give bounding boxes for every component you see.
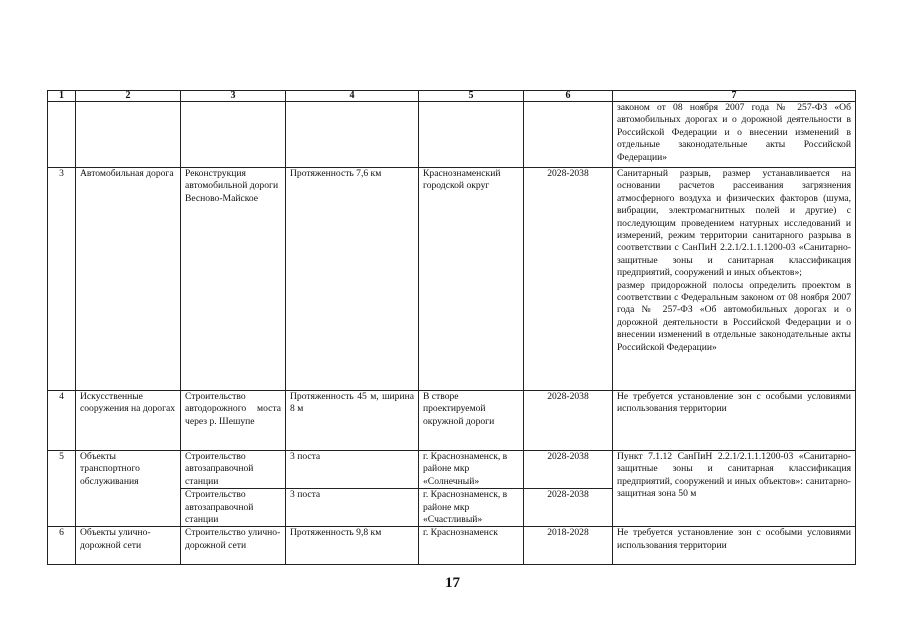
cell-purpose: Строительство автозаправочной станции <box>181 451 286 489</box>
cell-term: 2028-2038 <box>524 451 613 489</box>
zones-paragraph: Санитарный разрыв, размер устанавливается на основании расчетов рассеивания загрязнения атмосферного воздуха и физических факторов (шума, вибрации, электромагнитных полей и другие) с последующим проведением натурных исследований и измерений, режим территории санитарного разрыва в соответствии с СанПиН 2.2.1/2.1.1.1200-03 «Санитарно-защитные зоны и санитарная классификация предприятий, сооружений и иных объектов»; <box>617 168 851 279</box>
cell-term: 2028-2038 <box>524 489 613 527</box>
cell-term: 2028-2038 <box>524 168 613 391</box>
cell-location <box>419 102 524 168</box>
cell-location: В створе проектируемой окружной дороги <box>419 391 524 451</box>
cell-zones: Пункт 7.1.12 СанПиН 2.2.1/2.1.1.1200-03 «Санитарно-защитные зоны и санитарная классификация предприятий, сооружений и иных объектов»: санитарно-защитная зона 50 м <box>613 451 856 527</box>
cell-purpose: Строительство улично-дорожной сети <box>181 527 286 565</box>
cell-location: Краснознаменский городской округ <box>419 168 524 391</box>
cell-location: г. Краснознаменск, в районе мкр «Солнечный» <box>419 451 524 489</box>
cell-purpose <box>181 102 286 168</box>
table-row <box>48 527 856 565</box>
header-col-1: 1 <box>48 91 76 102</box>
header-col-5: 5 <box>419 91 524 102</box>
header-col-2: 2 <box>76 91 181 102</box>
table-row <box>48 102 856 168</box>
header-row <box>48 91 856 102</box>
table-row <box>48 451 856 489</box>
header-col-4: 4 <box>286 91 419 102</box>
page-number: 17 <box>445 575 460 591</box>
cell-zones: Не требуется установление зон с особыми условиями использования территории <box>613 527 856 565</box>
cell-object: Объекты транспортного обслуживания <box>76 451 181 527</box>
zones-paragraph: размер придорожной полосы определить проектом в соответствии с Федеральным законом от 08 ноября 2007 года № 257-ФЗ «Об автомобильных дорогах и о дорожной деятельности в Российской Федерации и о внесении изменений в отдельные законодательные акты Российской Федерации» <box>617 279 851 353</box>
cell-location: г. Краснознаменск <box>419 527 524 565</box>
cell-number: 3 <box>48 168 76 391</box>
table-row <box>48 168 856 391</box>
cell-object: Искусственные сооружения на дорогах <box>76 391 181 451</box>
planning-table <box>47 90 856 565</box>
cell-number: 4 <box>48 391 76 451</box>
cell-zones: законом от 08 ноября 2007 года № 257-ФЗ «Об автомобильных дорогах и о дорожной деятельности в Российской Федерации и о внесении изменений в отдельные законодательные акты Российской Федерации» <box>613 102 856 168</box>
cell-characteristic <box>286 102 419 168</box>
header-col-6: 6 <box>524 91 613 102</box>
cell-characteristic: Протяженность 7,6 км <box>286 168 419 391</box>
cell-characteristic: Протяженность 45 м, ширина 8 м <box>286 391 419 451</box>
cell-purpose: Реконструкция автомобильной дороги Весново-Майское <box>181 168 286 391</box>
cell-object <box>76 102 181 168</box>
cell-purpose: Строительство автозаправочной станции <box>181 489 286 527</box>
cell-characteristic: 3 поста <box>286 451 419 489</box>
cell-object: Автомобильная дорога <box>76 168 181 391</box>
table-row <box>48 391 856 451</box>
cell-object: Объекты улично-дорожной сети <box>76 527 181 565</box>
cell-term <box>524 102 613 168</box>
cell-number: 6 <box>48 527 76 565</box>
header-col-7: 7 <box>613 91 856 102</box>
cell-characteristic: 3 поста <box>286 489 419 527</box>
cell-number <box>48 102 76 168</box>
cell-term: 2028-2038 <box>524 391 613 451</box>
cell-zones: Не требуется установление зон с особыми условиями использования территории <box>613 391 856 451</box>
cell-characteristic: Протяженность 9,8 км <box>286 527 419 565</box>
cell-purpose: Строительство автодорожного моста через р. Шешупе <box>181 391 286 451</box>
cell-location: г. Краснознаменск, в районе мкр «Счастливый» <box>419 489 524 527</box>
cell-number: 5 <box>48 451 76 527</box>
header-col-3: 3 <box>181 91 286 102</box>
cell-term: 2018-2028 <box>524 527 613 565</box>
cell-zones <box>613 168 856 391</box>
